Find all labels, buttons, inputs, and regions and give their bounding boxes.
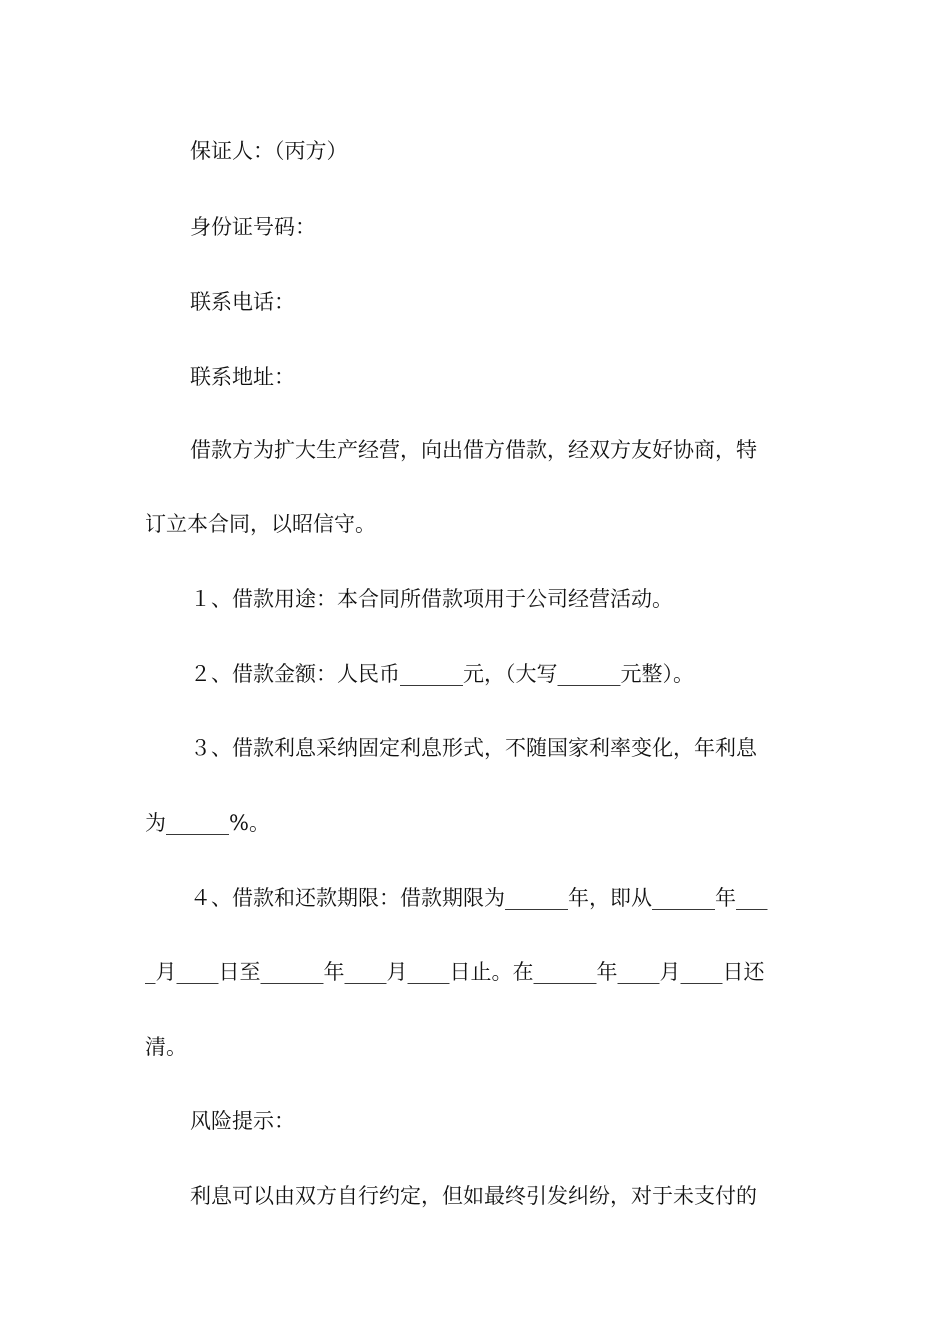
clause-3-interest-line-2: 为______%。	[145, 811, 270, 835]
guarantor-label: 保证人：（丙方）	[190, 139, 348, 163]
address-label: 联系地址：	[190, 365, 295, 389]
preamble-line-2: 订立本合同，以昭信守。	[145, 512, 376, 536]
clause-1-purpose: １、借款用途：本合同所借款项用于公司经营活动。	[190, 587, 673, 611]
preamble-line-1: 借款方为扩大生产经营，向出借方借款，经双方友好协商，特	[190, 438, 757, 462]
clause-4-term-line-1: ４、借款和还款期限：借款期限为______年，即从______年___	[190, 886, 768, 910]
risk-warning-heading: 风险提示：	[190, 1109, 295, 1133]
clause-3-interest-line-1: ３、借款利息采纳固定利息形式，不随国家利率变化，年利息	[190, 736, 757, 760]
clause-4-term-line-2: _月____日至______年____月____日止。在______年____月____日还	[145, 960, 765, 984]
risk-warning-text: 利息可以由双方自行约定，但如最终引发纠纷，对于未支付的	[190, 1184, 757, 1208]
clause-2-amount: ２、借款金额：人民币______元，（大写______元整）。	[190, 662, 694, 686]
phone-label: 联系电话：	[190, 290, 295, 314]
id-number-label: 身份证号码：	[190, 215, 316, 239]
clause-4-term-line-3: 清。	[145, 1035, 187, 1059]
